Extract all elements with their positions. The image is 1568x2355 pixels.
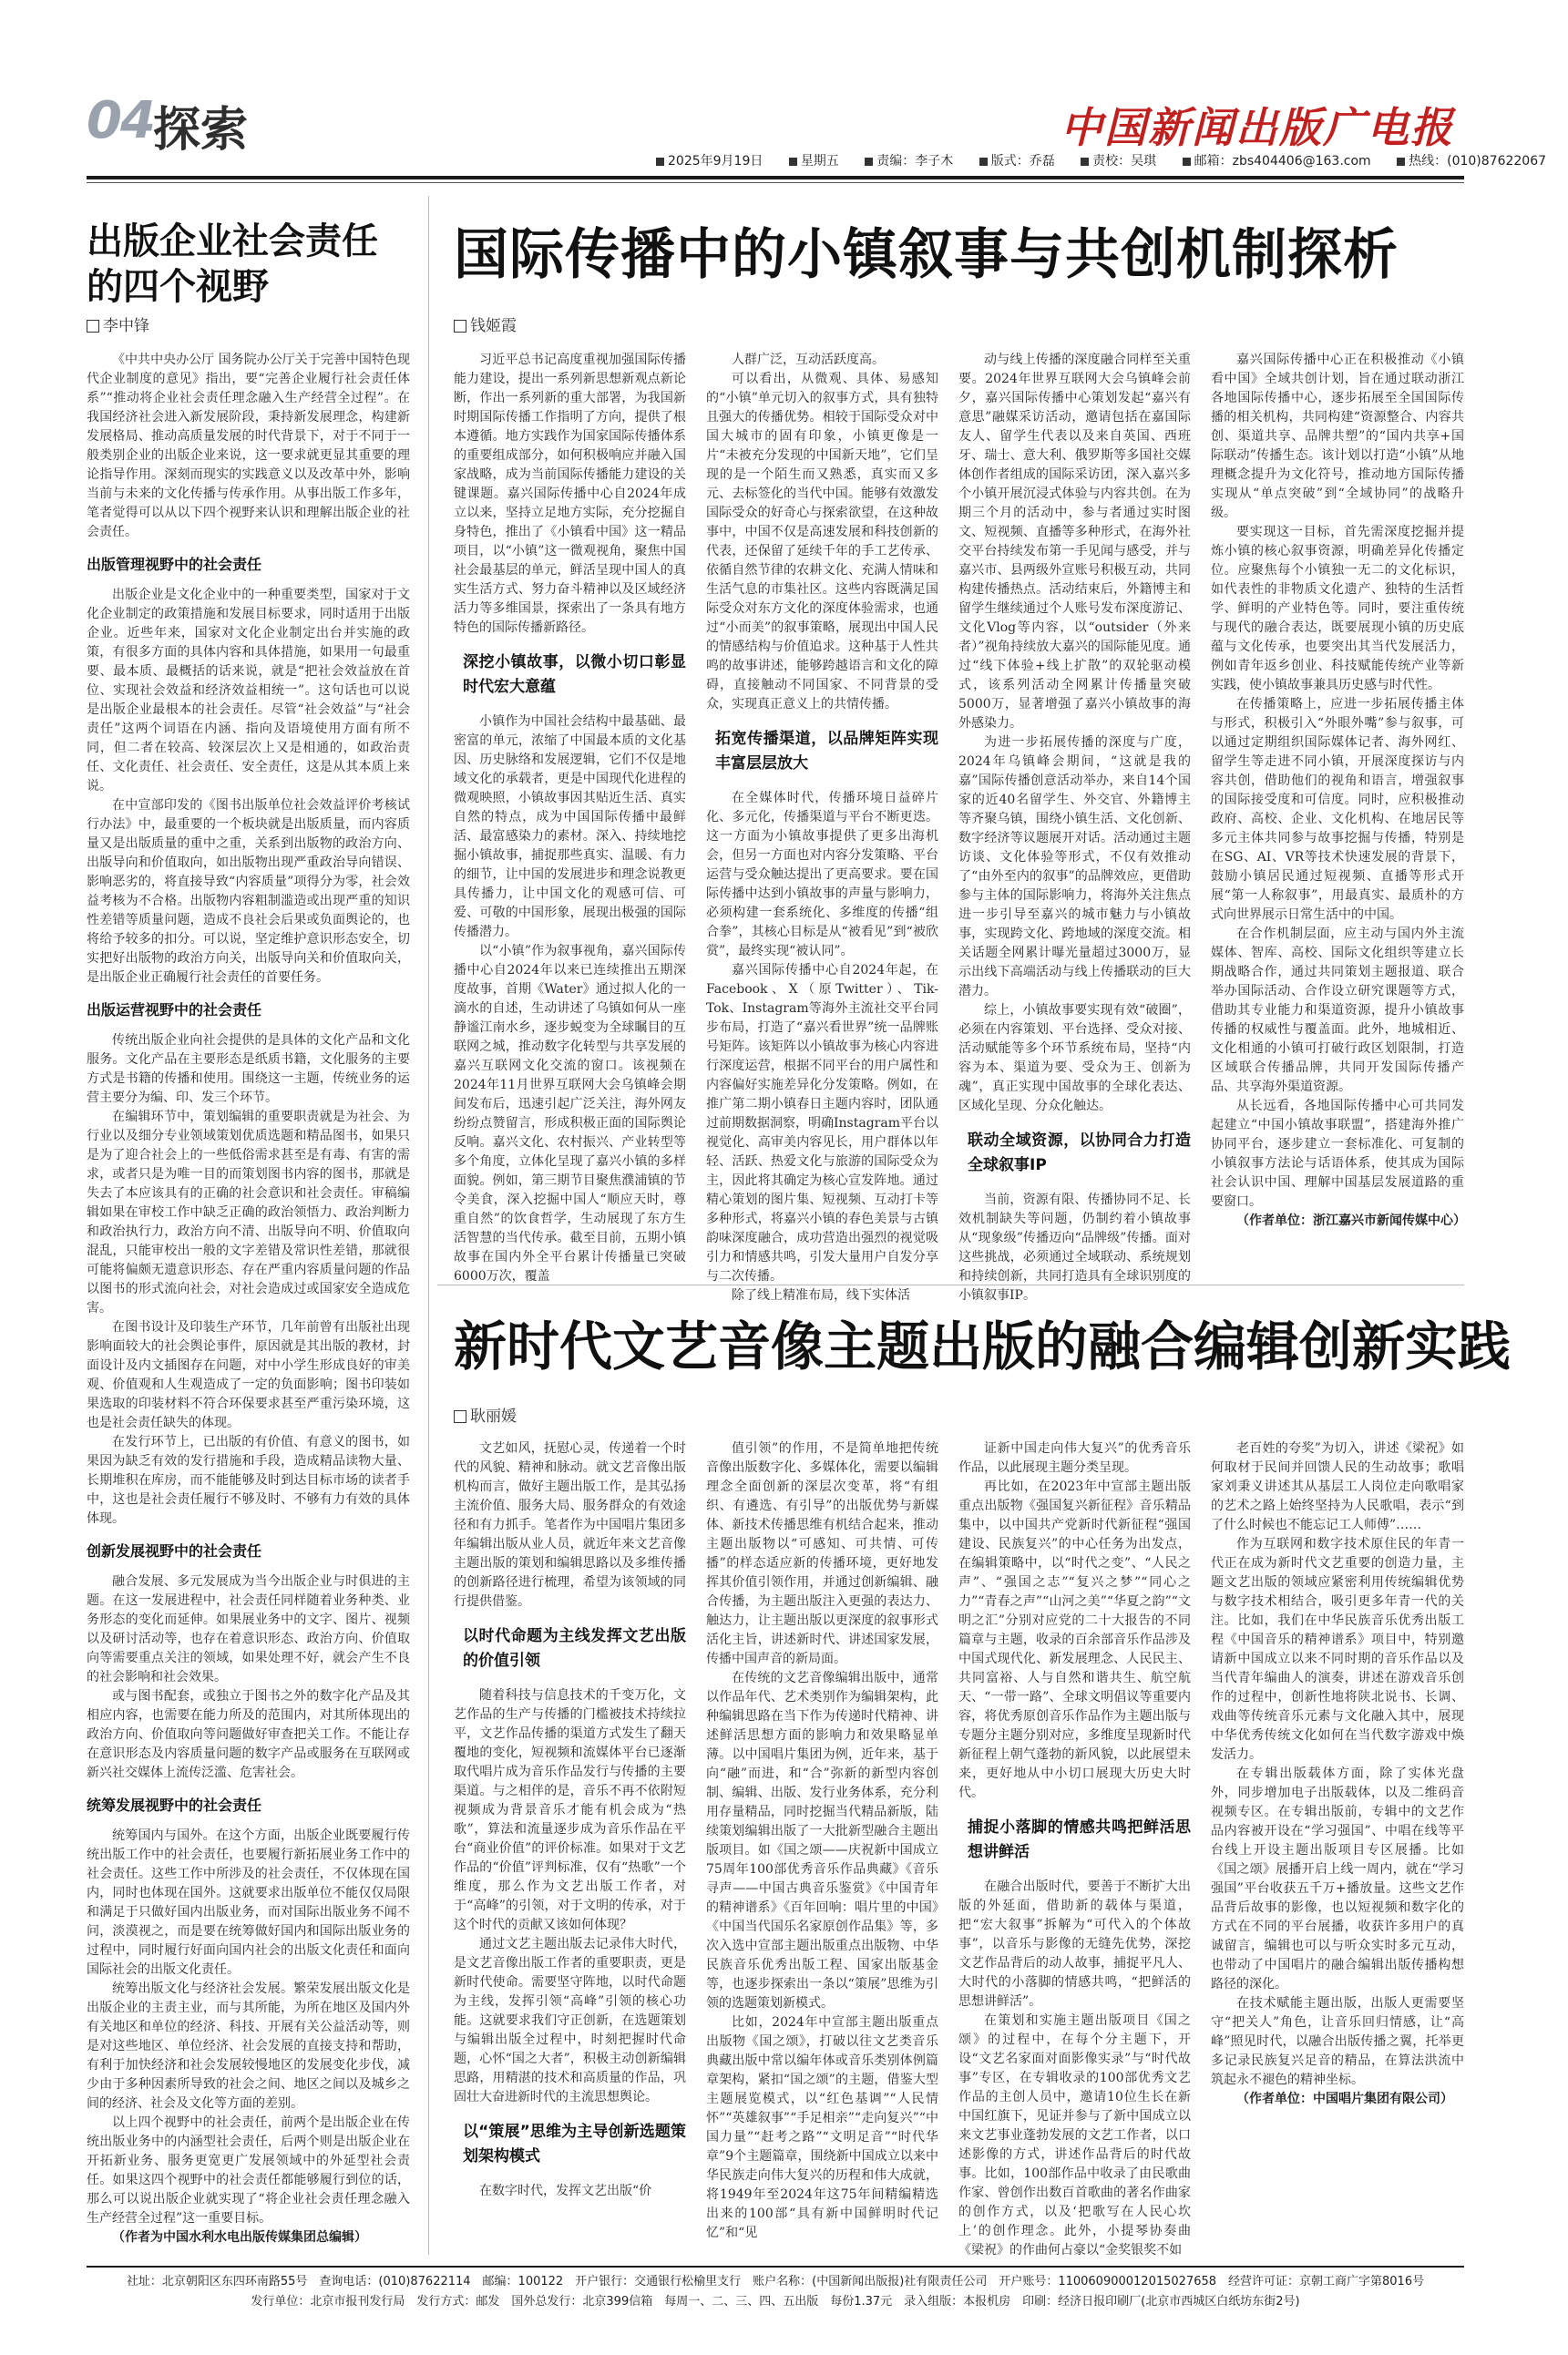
bullet-square-icon: [1397, 158, 1405, 166]
bullet-square-icon: [1183, 158, 1191, 166]
side-intro: 《中共中央办公厅 国务院办公厅关于完善中国特色现代企业制度的意见》指出，要“完善企业履行社会责任体系”“推动将企业社会责任理念融入生产经营全过程”。在我国经济社会进入新发展阶段，秉持新发展理念，构建新发展格局、推动高质量发展的时代背景下，对于不同于一般类别企业的出版企业来说，这一要求就更显其重要的理论指导作用。深刻而现实的实践意义以及改革中外，影响当前与未来的文化传播与传承作用。从事出版工作多年，笔者觉得可以从以下四个视野来认识和理解出版企业的社会责任。: [87, 353, 410, 539]
side-subhead: 出版管理视野中的社会责任: [87, 556, 262, 573]
footer-line-1: 社址：北京朝阳区东四环南路55号 查询电话：(010)87622114 邮编：100122 开户银行：交通银行松榆里支行 账户名称：(中国新闻出版报)社有限责任公司 开户账号：110060900012015027658 经营许可证：京朝工商广字第8016号: [126, 2275, 1425, 2288]
second-column-1: 文艺如风，抚慰心灵，传递着一个时代的风貌、精神和脉动。就文艺音像出版机构而言，做好主题出版工作，是其弘扬主流价值、服务大局、服务群众的有效途径和有力抓手。笔者作为中国唱片集团多年编辑出版从业人员，就近年来文艺音像主题出版的策划和编辑思路以及多维传播的创新路径进行梳理，希望为该领域的同行提供借鉴。 以时代命题为主线发挥文艺出版的价值引领 随着科技与信息技术的千变万化，文艺作品的生产与传播的门槛被技术持续拉平，文艺作品传播的渠道方式发生了翻天覆地的变化，短视频和流媒体平台已逐渐取代唱片成为音乐作品发行与传播的主要渠道。与之相伴的是，音乐不再不依附短视频成为背景音乐才能有机会成为“热歌”，算法和流量逐步成为音乐作品在平台“商业价值”的评价标准。如果对于文艺作品的“价值”评判标准，仅有“热歌”一个维度，那么作为文艺出版工作者，对于“高峰”的引领，对于文明的传承，对于这个时代的贡献又该如何体现？ 通过文艺主题出版去记录伟大时代，是文艺音像出版工作者的重要职责，更是新时代使命。需要坚守阵地，以时代命题为主线，发挥引领“高峰”引领的核心功能。这就要求我们守正创新，在选题策划与编辑出版全过程中，时刻把握时代命题，心怀“国之大者”，积极主动创新编辑思路，用精湛的技术和高质量的作品，巩固壮大奋进新时代的主流思想舆论。 以“策展”思维为主导创新选题策划架构模式 在数字时代，发挥文艺出版“价: [454, 1441, 686, 2198]
main-subhead: 拓宽传播渠道，以品牌矩阵实现丰富层层放大: [715, 730, 938, 773]
main-article-title: 国际传播中的小镇叙事与共创机制探析: [454, 223, 1399, 287]
page-number: 04: [87, 91, 154, 150]
footer: [87, 2272, 1464, 2312]
email: 邮箱：zbs404406@163.com: [1183, 154, 1382, 169]
second-article-byline: 耿丽媛: [454, 1403, 517, 1426]
byline-box-icon: [87, 320, 99, 333]
second-subhead: 以时代命题为主线发挥文艺出版的价值引领: [463, 1627, 686, 1670]
main-column-4: 嘉兴国际传播中心正在积极推动《小镇看中国》全域共创计划，旨在通过联动浙江各地国际传播中心，逐步拓展至全国国际传播的相关机构，共同构建“资源整合、内容共创、渠道共享、品牌共塑”的“国内共享+国际联动”传播生态。该计划以打造“小镇”从地理概念提升为文化符号，推动地方国际传播实现从“单点突破”到“全域协同”的战略升级。 要实现这一目标，首先需深度挖掘并提炼小镇的核心叙事资源，明确差异化传播定位。应聚焦每个小镇独一无二的文化标识，如代表性的非物质文化遗产、独特的生活哲学、鲜明的产业特色等。同时，要注重传统与现代的融合表达，既要展现小镇的历史底蕴与文化传承，也要突出其当代发展活力，例如青年返乡创业、科技赋能传统产业等新实践，使小镇故事兼具历史感与时代性。 在传播策略上，应进一步拓展传播主体与形式，积极引入“外眼外嘴”参与叙事，可以通过定期组织国际媒体记者、海外网红、留学生等走进不同小镇，开展深度探访与内容共创，借助他们的视角和语言，增强叙事的国际接受度和可信度。同时，应积极推动政府、高校、企业、文化机构、在地居民等多元主体共同参与故事挖掘与传播，特别是在SG、AI、VR等技术快速发展的背景下，鼓励小镇居民通过短视频、直播等形式开展“第一人称叙事”，用最真实、最质朴的方式向世界展示日常生活中的中国。 在合作机制层面，应主动与国内外主流媒体、智库、高校、国际文化组织等建立长期战略合作，通过共同策划主题报道、联合举办国际活动、合作设立研究课题等方式，借助其专业能力和渠道资源，提升小镇故事传播的权威性与覆盖面。此外，地城相近、文化相通的小镇可打破行政区划限制，打造区域联合传播品牌，共同开发国际传播产品、共享海外渠道资源。 从长远看，各地国际传播中心可共同发起建立“中国小镇故事联盟”，搭建海外推广协同平台，逐步建立一套标准化、可复制的小镇叙事方法论与话语体系，使其成为国际社会认识中国、理解中国基层发展道路的重要窗口。 （作者单位：浙江嘉兴市新闻传媒中心）: [1211, 351, 1464, 1275]
main-column-3: 动与线上传播的深度融合同样至关重要。2024年世界互联网大会乌镇峰会前夕，嘉兴国际传播中心策划发起“嘉兴有意思”融媒采访活动，邀请包括在嘉国际友人、留学生代表以及来自英国、西班牙、瑞士、意大利、俄罗斯等多国社交媒体创作者组成的国际采访团，深入嘉兴多个小镇开展沉浸式体验与内容共创。在为期三个月的活动中，参与者通过实时图文、短视频、直播等多种形式，在海外社交平台持续发布第一手见闻与感受，并与嘉兴市、县两级外宣账号积极互动，共同构建传播热点。活动结束后，外籍博主和留学生继续通过个人账号发布深度游记、文化Vlog等内容，以“outsider（外来者）”视角持续放大嘉兴的国际能见度。通过“线下体验+线上扩散”的双轮驱动模式，该系列活动全网累计传播量突破5000万，显著增强了嘉兴小镇故事的海外感染力。 为进一步拓展传播的深度与广度，2024年乌镇峰会期间，“这就是我的嘉”国际传播创意活动举办，来自14个国家的近40名留学生、外交官、外籍博主等齐聚乌镇，围绕小镇生活、文化创新、数字经济等议题展开对话。活动通过主题访谈、文化体验等形式，不仅有效推动了“由外至内的叙事”的品牌效应，更借助参与主体的国际影响力，将海外关注焦点进一步引导至嘉兴的城市魅力与小镇故事，实现跨文化、跨地域的深度交流。相关话题全网累计曝光量超过3000万，显示出线下高端活动与线上传播联动的巨大潜力。 综上，小镇故事要实现有效“破圈”，必须在内容策划、平台选择、受众对接、活动赋能等多个环节系统布局，坚持“内容为本、渠道为要、受众为王、创新为魂”，真正实现中国故事的全球化表达、区域化呈现、分众化触达。 联动全域资源，以协同合力打造全球叙事IP 当前，资源有限、传播协同不足、长效机制缺失等问题，仍制约着小镇故事从“现象级”传播迈向“品牌级”传播。面对这些挑战，必须通过全域联动、系统规划和持续创新，共同打造具有全球识别度的小镇叙事IP。: [958, 353, 1191, 1303]
designer: 版式：乔磊: [979, 154, 1066, 169]
footer-line-2: 发行单位：北京市报刊发行局 发行方式：邮发 国外总发行：北京399信箱 每周一、二、三、四、五出版 每份1.37元 录入组版：本报机房 印刷：经济日报印刷厂(北京市西城区白纸坊东街2号): [251, 2295, 1300, 2309]
main-subhead: 深挖小镇故事，以微小切口彰显时代宏大意蕴: [463, 653, 686, 696]
masthead-rule-thin: [87, 182, 1464, 183]
bullet-square-icon: [1081, 158, 1089, 166]
second-column-4: 老百姓的夸奖”为切入，讲述《梁祝》如何取材于民间并回馈人民的生动故事；歌唱家刘秉义讲述其从基层工人岗位走向歌唱家的艺术之路上始终坚持为人民歌唱，表示“到了什么时候也不能忘记工人师傅”…… 作为互联网和数字技术原住民的年青一代正在成为新时代文艺重要的创造力量，主题文艺出版的领域应紧密利用传统编辑优势与数字技术相结合，吸引更多年青一代的关注。比如，我们在中华民族音乐优秀出版工程《中国音乐的精神谱系》项目中，特别邀请新中国成立以来不同时期的音乐作品以及当代青年编曲人的演奏，讲述在游戏音乐创作的过程中，创新性地将陕北说书、长调、戏曲等传统音乐元素与文化融入其中，展现中华优秀传统文化如何在当代数字游戏中焕发活力。 在专辑出版载体方面，除了实体光盘外，同步增加电子出版载体，以及二维码音视频专区。在专辑出版前，专辑中的文艺作品内容被开设在“学习强国”、中唱在线等平台线上开设主题出版项目专区展播。比如《国之颂》展播开启上线一周内，就在“学习强国”平台收获五千万+播放量。这些文艺作品背后故事的影像，也以短视频和数字化的方式在不同的平台展播，收获许多用户的真诚留言，编辑也可以与听众实时多元互动，也带动了中国唱片的融合编辑出版传播构想路径的深化。 在技术赋能主题出版，出版人更需要坚守“把关人”角色，让音乐回归情感，让“高峰”照见时代，以融合出版传播之翼，托举更多记录民族复兴足音的精品，在算法洪流中筑起永不褪色的精神坐标。 （作者单位：中国唱片集团有限公司）: [1211, 1439, 1464, 2250]
second-column-2: 值引领”的作用，不是简单地把传统音像出版数字化、多媒体化，需要以编辑理念全面创新的深层次变革，将“有组织、有遴选、有引导”的出版优势与新媒体、新技术传播思维有机结合起来，推动主题出版物以“可感知、可共情、可传播”的样态适应新的传播环境，更好地发挥其价值引领作用，并通过创新编辑、融合传播，为主题出版注入更强的表达力、触达力，让主题出版以更深度的叙事形式活化主旨，讲述新时代、讲述国家发展，传播中国声音的新局面。 在传统的文艺音像编辑出版中，通常以作品年代、艺术类别作为编辑架构，此种编辑思路在当下作为传递时代精神、讲述鲜活思想方面的影响力和效果略显单薄。以中国唱片集团为例，近年来，基于向“融”而进，和“合”弥新的新型内容创制、编辑、出版、发行业务体系，充分利用存量精品，同时挖掘当代精品新版，陆续策划编辑出版了一大批新型融合主题出版项目。如《国之颂——庆祝新中国成立75周年100部优秀音乐作品典藏》《音乐寻声——中国古典音乐鉴赏》《中国青年的精神谱系》《百年回响：唱片里的中国》《中国当代国乐名家原创作品集》等，多次入选中宣部主题出版重点出版物、中华民族音乐优秀出版工程、国家出版基金等，也逐步探索出一条以“策展”思维为引领的选题策划新模式。 比如，2024年中宣部主题出版重点出版物《国之颂》，打破以往文艺类音乐典藏出版中常以编年体或音乐类别体例篇章架构，紧扣“国之颂”的主题，借鉴大型主题展览模式，以“红色基调”“人民情怀”“英雄叙事”“手足相亲”“走向复兴”“中国力量”“赶考之路”“文明足音”“时代华章”9个主题篇章，围绕新中国成立以来中华民族走向伟大复兴的历程和伟大成就，将1949年至2024年这75年间精编精选出来的100部“具有新中国鲜明时代记忆”和“见: [706, 1441, 938, 2240]
main-author-note: （作者单位：浙江嘉兴市新闻传媒中心）: [1236, 1213, 1466, 1228]
byline-box-icon: [454, 320, 466, 333]
second-article-title: 新时代文艺音像主题出版的融合编辑创新实践: [454, 1316, 1512, 1377]
side-author-note: （作者为中国水利水电出版传媒集团总编辑）: [112, 2230, 367, 2245]
second-subhead: 捕捉小落脚的情感共鸣把鲜活思想讲鲜活: [968, 1818, 1191, 1861]
bullet-square-icon: [656, 158, 664, 166]
issue-date: 2025年9月19日: [656, 154, 774, 169]
side-subhead: 统筹发展视野中的社会责任: [87, 1797, 262, 1814]
editor: 责编：李子木: [865, 154, 964, 169]
issue-info-bar: [656, 151, 1568, 169]
hotline: 热线：(010)87622067: [1397, 154, 1557, 169]
main-column-1: 习近平总书记高度重视加强国际传播能力建设，提出一系列新思想新观点新论断，作出一系列新的重大部署，为我国新时期国际传播工作指明了方向，提供了根本遵循。地方实践作为国家国际传播体系的重要组成部分，如何积极响应并融入国家战略，成为当前国际传播能力建设的关键课题。嘉兴国际传播中心自2024年成立以来，坚持立足地方实际，充分挖掘自身特色，推出了《小镇看中国》这一精品项目，以“小镇”这一微观视角，聚焦中国社会最基层的单元，鲜活呈现中国人的真实生活方式、努力奋斗精神以及区域经济活力等多维国景，探索出了一条具有地方特色的国际传播新路径。 深挖小镇故事，以微小切口彰显时代宏大意蕴 小镇作为中国社会结构中最基础、最密富的单元，浓缩了中国最本质的文化基因、历史脉络和发展逻辑，它们不仅是地域文化的承载者，更是中国现代化进程的微观映照，小镇故事因其贴近生活、真实自然的特点，成为中国国际传播中最鲜活、最富感染力的素材。深入、持续地挖掘小镇故事，捕捉那些真实、温暖、有力的细节，让中国的发展进步和理念说教更具传播力，让中国文化的观感可信、可爱、可敬的中国形象，展现出极强的国际传播潜力。 以“小镇”作为叙事视角，嘉兴国际传播中心自2024年以来已连续推出五期深度故事，首期《Water》通过拟人化的一滴水的自述，生动讲述了乌镇如何从一座静谧江南水乡，逐步蜕变为全球瞩目的互联网之城，推动数字化转型与共享发展的嘉兴互联网文化交流的窗口。该视频在2024年11月世界互联网大会乌镇峰会期间发布后，迅速引起广泛关注，海外网友纷纷点赞留言，形成积极正面的国际舆论反响。嘉兴文化、农村振兴、产业转型等多个角度，立体化呈现了嘉兴小镇的多样面貌。例如，第三期节目聚焦濮浦镇的节令美食，深入挖掘中国人“顺应天时，尊重自然”的饮食哲学，生动展现了东方生活智慧的当代传承。截至目前，五期小镇故事在国内外全平台累计传播量已突破6000万次，覆盖: [454, 353, 686, 1284]
side-article-title: 出版企业社会责任的四个视野: [87, 220, 378, 308]
issue-weekday: 星期五: [789, 154, 850, 169]
main-subhead: 联动全域资源，以协同合力打造全球叙事IP: [968, 1131, 1191, 1174]
byline-box-icon: [454, 1410, 466, 1423]
bullet-square-icon: [979, 158, 988, 166]
main-article-byline: 钱姬霞: [454, 312, 517, 335]
footer-rule: [87, 2266, 1464, 2268]
masthead-rule: [87, 176, 1464, 179]
bullet-square-icon: [789, 158, 797, 166]
side-subhead: 创新发展视野中的社会责任: [87, 1542, 262, 1560]
main-column-2: 人群广泛，互动活跃度高。 可以看出，从微观、具体、易感知的“小镇”单元切入的叙事方式，具有独特且强大的传播优势。相较于国际受众对中国大城市的固有印象，小镇更像是一片“未被充分发现的中国新天地”，它们呈现的是一个陌生而又熟悉，真实而又多元、去标签化的当代中国。能够有效激发国际受众的好奇心与探索欲望，在这种故事中，中国不仅是高速发展和科技创新的代表，还保留了延续千年的手工艺传承、依循自然节律的农耕文化、充满人情味和生活气息的市集社区。这些内容既满足国际受众对东方文化的深度体验需求，也通过“小而美”的叙事策略，展现出中国人民的情感结构与价值追求。这种基于人性共鸣的故事讲述，能够跨越语言和文化的障碍，直接触动不同国家、不同背景的受众，实现真正意义上的共情传播。 拓宽传播渠道，以品牌矩阵实现丰富层层放大 在全媒体时代，传播环境日益碎片化、多元化，传播渠道与平台不断更迭。这一方面为小镇故事提供了更多出海机会，但另一方面也对内容分发策略、平台运营与受众触达提出了更高要求。要在国际传播中达到小镇故事的声量与影响力，必须构建一套系统化、多维度的传播“组合拳”，其核心目标是从“被看见”到“被欣赏”，最终实现“被认同”。 嘉兴国际传播中心自2024年起，在Facebook、X（原Twitter）、Tik-Tok、Instagram等海外主流社交平台同步布局，打造了“嘉兴看世界”统一品牌账号矩阵。该矩阵以小镇故事为核心内容进行深度运营，根据不同平台的用户属性和内容偏好实施差异化分发策略。例如，在推广第二期小镇春日主题内容时，团队通过前期数据洞察，明确Instagram平台以视觉化、高审美内容见长，用户群体以年轻、活跃、热爱文化与旅游的国际受众为主，因此将其确定为核心宣发阵地。通过精心策划的图片集、短视频、互动打卡等多种形式，将嘉兴小镇的春色美景与古镇韵味深度融合，成功营造出强烈的视觉吸引力和情感共鸣，引发大量用户自发分享与二次传播。 除了线上精准布局，线下实体活: [706, 353, 938, 1303]
column-divider: [428, 196, 429, 2255]
second-column-3: 证新中国走向伟大复兴”的优秀音乐作品，以此展现主题分类呈现。 再比如，在2023年中宣部主题出版重点出版物《强国复兴新征程》音乐精品集中，以中国共产党新时代新征程“强国建设、民族复兴”的中心任务为出发点，在编辑策略中，以“时代之变”、“人民之声”、“强国之志”“复兴之梦”“同心之力”“青春之声”“山河之美”“华夏之韵”“文明之汇”分别对应党的二十大报告的不同篇章与主题，收录的百余部音乐作品涉及中国式现代化、新发展理念、人民民主、共同富裕、人与自然和谐共生、航空航天、“一带一路”、全球文明倡议等重要内容，将优秀原创音乐作品作为主题出版与专题分主题分别对应，多维度呈现新时代新征程上朝气蓬勃的新风貌，以此展望未来，更好地从中小切口展现大历史大时代。 捕捉小落脚的情感共鸣把鲜活思想讲鲜活 在融合出版时代，要善于不断扩大出版的外延面，借助新的载体与渠道，把“宏大叙事”拆解为“可代入的个体故事”，以音乐与影像的无缝先优势，深挖文艺作品背后的动人故事，捕捉平凡人、大时代的小落脚的情感共鸣，“把鲜活的思想讲鲜活”。 在策划和实施主题出版项目《国之颂》的过程中，在每个分主题下，开设“文艺名家面对面影像实录”与“时代故事”专区，在专辑收录的100部优秀文艺作品的主创人员中，邀请10位生长在新中国红旗下，见证并参与了新中国成立以来文艺事业蓬勃发展的文艺工作者，以口述影像的方式，讲述作品背后的时代故事。比如，100部作品中收录了由民歌曲作家、曾创作出数百首歌曲的著名作曲家的创作方式，以及‘把歌写在人民心坎上’的创作理念。此外，小提琴协奏曲《梁祝》的作曲何占豪以“金奖银奖不如: [958, 1441, 1191, 2258]
side-article-byline: 李中锋: [87, 312, 149, 335]
side-article-body: 《中共中央办公厅 国务院办公厅关于完善中国特色现代企业制度的意见》指出，要“完善企业履行社会责任体系”“推动将企业社会责任理念融入生产经营全过程”。在我国经济社会进入新发展阶段，秉持新发展理念，构建新发展格局、推动高质量发展的时代背景下，对于不同于一般类别企业的出版企业来说，这一要求就更显其重要的理论指导作用。深刻而现实的实践意义以及改革中外，影响当前与未来的文化传播与传承作用。从事出版工作多年，笔者觉得可以从以下四个视野来认识和理解出版企业的社会责任。 出版管理视野中的社会责任 出版企业是文化企业中的一种重要类型，国家对于文化企业制定的政策措施和发展目标要求，同时适用于出版企业。近些年来，国家对文化企业制定出台并实施的政策，有很多方面的具体内容和具体措施，如果用一句最重要、最本质、最概括的话来说，就是“把社会效益放在首位、实现社会效益和经济效益相统一”。这句话也可以说是出版企业最根本的社会责任。尽管“社会效益”与“社会责任”这两个词语在内涵、指向及语境使用方面有所不同，但二者在较高、较深层次上又是相通的，如政治责任、文化责任、社会责任、安全责任，这是从其本质上来说。 在中宣部印发的《图书出版单位社会效益评价考核试行办法》中，最重要的一个板块就是出版质量，而内容质量又是出版质量的重中之重，关系到出版物的政治方向、出版导向和价值取向，如出版物出现严重政治导向错误、影响恶劣的，将直接导致“内容质量”项得分为零，社会效益考核为不合格。出版物内容粗制滥造或出现严重的知识性差错等质量问题，造成不良社会后果或负面舆论的，也将给予较多的扣分。可以说，坚定维护意识形态安全，切实把好出版物的政治方向关，出版导向关和价值取向关，是出版企业正确履行社会责任的首要任务。 出版运营视野中的社会责任 传统出版企业向社会提供的是具体的文化产品和文化服务。文化产品在主要形态是纸质书籍，文化服务的主要方式是书籍的传播和使用。围绕这一主题，传统业务的运营主要分为编、印、发三个环节。 在编辑环节中，策划编辑的重要职责就是为社会、为行业以及细分专业领域策划优质选题和精品图书，如果只是为了迎合社会上的一些低俗需求甚至是有毒、有害的需求，或者只是为唯一目的而策划图书内容的图书，那就是失去了本应该具有的正确的社会意识和社会责任。审稿编辑如果在审校工作中缺乏正确的政治领悟力、政治判断力和政治执行力，政治方向不清、出版导向不明、价值取向混乱，只能审校出一般的文字差错及常识性差错，那就很可能将偏颇无遗意识形态、存在严重内容质量问题的作品以图书的形式流向社会，对社会造成过或国家安全造成危害。 在图书设计及印装生产环节，几年前曾有出版社出现影响面较大的社会舆论事件，原因就是其出版的教材，封面设计及内文插图存在问题，对中小学生形成良好的审美观、价值观和人生观造成了一定的负面影响；图书印装如果选取的印装材料不符合环保要求甚至严重污染环境，这也是社会责任缺失的体现。 在发行环节上，已出版的有价值、有意义的图书，如果因为缺乏有效的发行措施和手段，造成精品读物大量、长期堆积在库房，而不能能够及时到达目标市场的读者手中，这也是社会责任履行不够及时、不够有力有效的具体体现。 创新发展视野中的社会责任 融合发展、多元发展成为当今出版企业与时俱进的主题。在这一发展进程中，社会责任同样随着业务种类、业务形态的变化而延伸。如果展业务中的文字、图片、视频以及研讨活动等，也存在着意识形态、政治方向、价值取向等需要重点关注的领域，如果处理不好，就会产生不良的社会影响和社会效果。 或与图书配套，或独立于图书之外的数字化产品及其相应内容，也需要在能力所及的范围内，对其所体现出的政治方向、价值取向等问题做好审查把关工作。不能让存在意识形态及内容质量问题的数字产品或服务在互联网或新兴社交媒体上流传泛滥、危害社会。 统筹发展视野中的社会责任 统筹国内与国外。在这个方面，出版企业既要履行传统出版工作中的社会责任，也要履行新拓展业务工作中的社会责任。这些工作中所涉及的社会责任，不仅体现在国内，同时也体现在国外。这就要求出版单位不能仅仅局限和满足于只做好国内出版业务，而对国际出版业务不闻不问，淡漠视之，而是要在统筹做好国内和国际出版业务的过程中，同时履行好面向国内社会的出版文化责任和面向国际社会的出版文化责任。 统筹出版文化与经济社会发展。繁荣发展出版文化是出版企业的主责主业，而与其所能，为所在地区及国内外有关地区和单位的经济、科技、开展有关公益活动等，则是对这些地区、单位经济、社会发展的直接支持和帮助，有利于加快经济和社会发展较慢地区的发展变化步伐，减少由于多种因素所导致的社会之间、地区之间以及城乡之间的经济、社会及文化等方面的差别。 以上四个视野中的社会责任，前两个是出版企业在传统出版业务中的内涵型社会责任，后两个则是出版企业在开拓新业务、服务更宽更广发展领域中的外延型社会责任。如果这四个视野中的社会责任都能够履行到位的话，那么可以说出版企业就实现了“将企业社会责任理念融入生产经营全过程”这一重要目标。 （作者为中国水利水电出版传媒集团总编辑）: [87, 351, 410, 2246]
side-subhead: 出版运营视野中的社会责任: [87, 1001, 262, 1019]
section-name: 探索: [153, 103, 249, 158]
proofreader: 责校：吴琪: [1081, 154, 1167, 169]
second-subhead: 以“策展”思维为主导创新选题策划架构模式: [463, 2123, 686, 2166]
bullet-square-icon: [865, 158, 873, 166]
second-author-note: （作者单位：中国唱片集团有限公司）: [1236, 2092, 1453, 2106]
newspaper-logo: 中国新闻出版广电报: [1061, 103, 1454, 152]
